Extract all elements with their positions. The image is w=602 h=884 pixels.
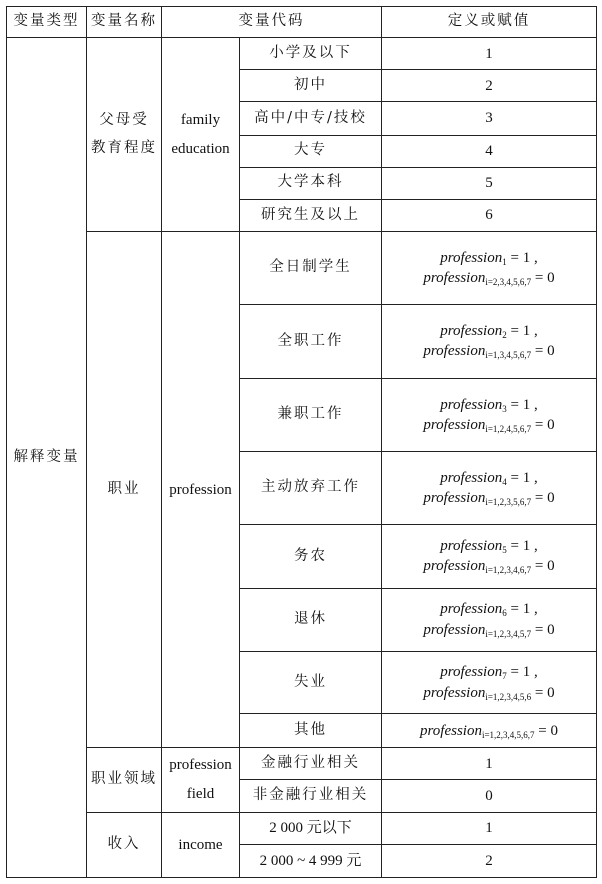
header-row [7, 7, 597, 38]
header-var-type: 变量类型 [7, 7, 87, 38]
profession-formula: profession$_1$ = 1 , profession$_{i=2,3,4,5,6,7}$ = 0 [382, 231, 597, 304]
field-code-cell [162, 748, 240, 812]
education-code-cell [162, 38, 240, 232]
header-var-name: 变量名称 [87, 7, 162, 38]
profession-formula: profession$_6$ = 1 , profession$_{i=1,2,3,4,5,7}$ = 0 [382, 588, 597, 651]
header-var-code: 变量代码 [162, 7, 382, 38]
education-level-value: 2 [382, 70, 597, 102]
education-level-label: 高中/中专/技校 [240, 102, 382, 135]
education-code-line: education [171, 140, 230, 157]
profession-formula: profession$_5$ = 1 , profession$_{i=1,2,3,4,6,7}$ = 0 [382, 525, 597, 588]
field-value: 1 [382, 748, 597, 780]
income-value: 2 [382, 844, 597, 877]
profession-formula: profession$_7$ = 1 , profession$_{i=1,2,3,4,5,6}$ = 0 [382, 651, 597, 713]
education-name-line: 教育程度 [91, 139, 157, 156]
profession-label: 失业 [240, 651, 382, 713]
profession-code-cell: profession [162, 231, 240, 747]
profession-label: 退休 [240, 588, 382, 651]
education-level-value: 3 [382, 102, 597, 135]
field-code-line: field [186, 785, 215, 802]
table-row [7, 748, 597, 780]
education-level-label: 初中 [240, 70, 382, 102]
profession-label: 兼职工作 [240, 378, 382, 451]
field-name-cell: 职业领域 [87, 748, 162, 812]
profession-label: 主动放弃工作 [240, 451, 382, 524]
variable-table [6, 6, 597, 878]
education-level-label: 大专 [240, 135, 382, 167]
education-level-label: 小学及以下 [240, 38, 382, 70]
income-name-cell: 收入 [87, 812, 162, 877]
profession-label: 务农 [240, 525, 382, 588]
profession-formula: profession$_{i=1,2,3,4,5,6,7}$ = 0 [382, 714, 597, 748]
education-level-label: 大学本科 [240, 167, 382, 199]
profession-label: 其他 [240, 714, 382, 748]
profession-name-cell: 职业 [87, 231, 162, 747]
income-label: 2 000 元以下 [240, 812, 382, 844]
education-level-label: 研究生及以上 [240, 199, 382, 231]
field-value: 0 [382, 780, 597, 812]
education-level-value: 1 [382, 38, 597, 70]
education-level-value: 4 [382, 135, 597, 167]
header-definition: 定义或赋值 [382, 7, 597, 38]
profession-label: 全日制学生 [240, 231, 382, 304]
table-row [7, 812, 597, 844]
income-code-cell: income [162, 812, 240, 877]
income-value: 1 [382, 812, 597, 844]
income-label: 2 000 ~ 4 999 元 [240, 844, 382, 877]
profession-label: 全职工作 [240, 305, 382, 378]
profession-formula: profession$_3$ = 1 , profession$_{i=1,2,4,5,6,7}$ = 0 [382, 378, 597, 451]
education-name-line: 父母受 [99, 112, 149, 129]
education-name-cell [87, 38, 162, 232]
field-label: 非金融行业相关 [240, 780, 382, 812]
profession-formula: profession$_4$ = 1 , profession$_{i=1,2,3,5,6,7}$ = 0 [382, 451, 597, 524]
table-row [7, 38, 597, 70]
profession-formula: profession$_2$ = 1 , profession$_{i=1,3,4,5,6,7}$ = 0 [382, 305, 597, 378]
var-type-cell: 解释变量 [7, 38, 87, 878]
field-code-line: profession [169, 757, 232, 774]
table-row [7, 231, 597, 304]
education-level-value: 6 [382, 199, 597, 231]
education-code-line: family [180, 112, 221, 129]
field-label: 金融行业相关 [240, 748, 382, 780]
education-level-value: 5 [382, 167, 597, 199]
